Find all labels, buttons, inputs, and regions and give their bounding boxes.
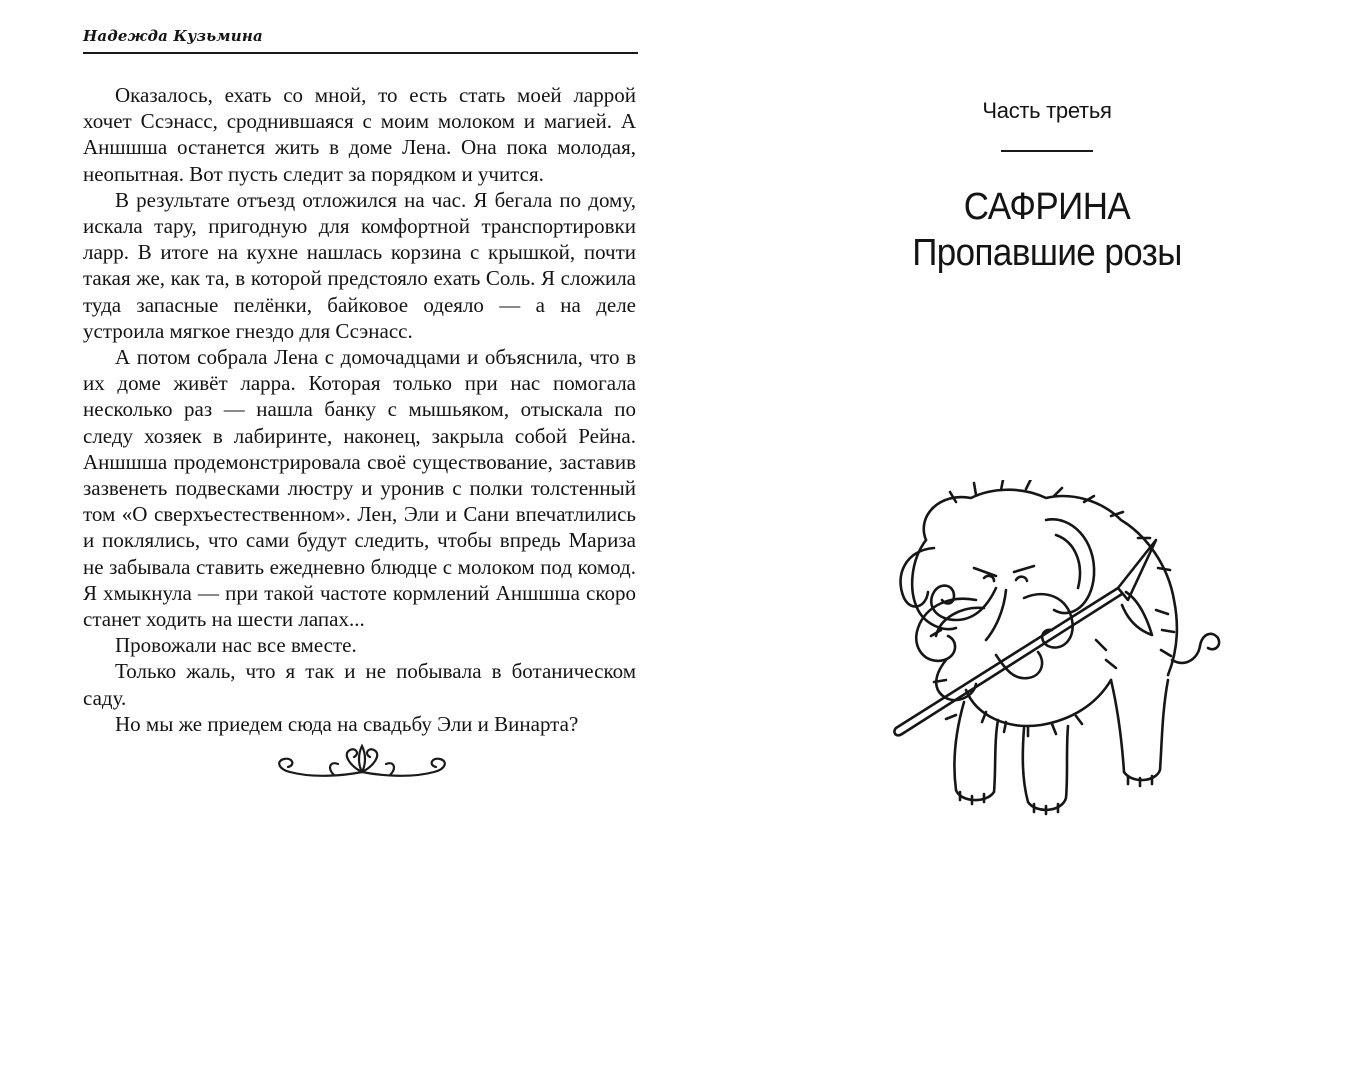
paragraph: Но мы же приедем сюда на свадьбу Эли и Винарта? <box>115 711 579 736</box>
part-label: Часть третья <box>982 98 1112 123</box>
paragraph: А потом собрала Лена с домочадцами и объяснила, что в их доме живёт ларра. Которая только при нас помогала несколько раз — нашла банку с мышьяком, отыскала по следу хозяек в лабиринте, наконец, закрыла собой Рейна. Аншшша продемонстрировала своё существование, заставив зазвенеть подвесками люстру и уронив с полки толстенный том «О сверхъестественном». Лен, Эли и Сани впечатлились и поклялись, что сами будут следить, чтобы впредь Мариза не забывала ставить ежедневно блюдце с молоком под комод. Я хмыкнула — при такой частоте кормлений Аншшша скоро станет ходить на шести лапах... <box>83 345 636 632</box>
running-head: Надежда Кузьмина <box>83 27 263 45</box>
right-page <box>676 0 1352 1080</box>
mammoth-illustration <box>856 480 1226 830</box>
flourish-ornament <box>272 742 452 784</box>
header-rule <box>83 52 638 54</box>
paragraph: В результате отъезд отложился на час. Я бегала по дому, искала тару, пригодную для комфортной транспортировки ларр. В итоге на кухне нашлась корзина с крышкой, почти такая же, как та, в которой предстояло ехать Соль. Я сложила туда запасные пелёнки, байковое одеяло — а на деле устроила мягкое гнездо для Ссэнасс. <box>83 187 636 343</box>
chapter-title-line1: САФРИНА <box>963 186 1131 228</box>
body-text <box>83 82 636 737</box>
paragraph: Провожали нас все вместе. <box>115 633 357 658</box>
paragraph: Только жаль, что я так и не побывала в ботаническом саду. <box>83 659 636 710</box>
chapter-title <box>706 184 1352 276</box>
paragraph: Оказалось, ехать со мной, то есть стать моей ларрой хочет Ссэнасс, сроднившаяся с моим молоком и магией. А Аншшша останется жить в доме Лена. Она пока молодая, неопытная. Вот пусть следит за порядком и учится. <box>83 83 636 186</box>
title-rule <box>1001 150 1093 152</box>
chapter-title-line2: Пропавшие розы <box>912 232 1182 274</box>
